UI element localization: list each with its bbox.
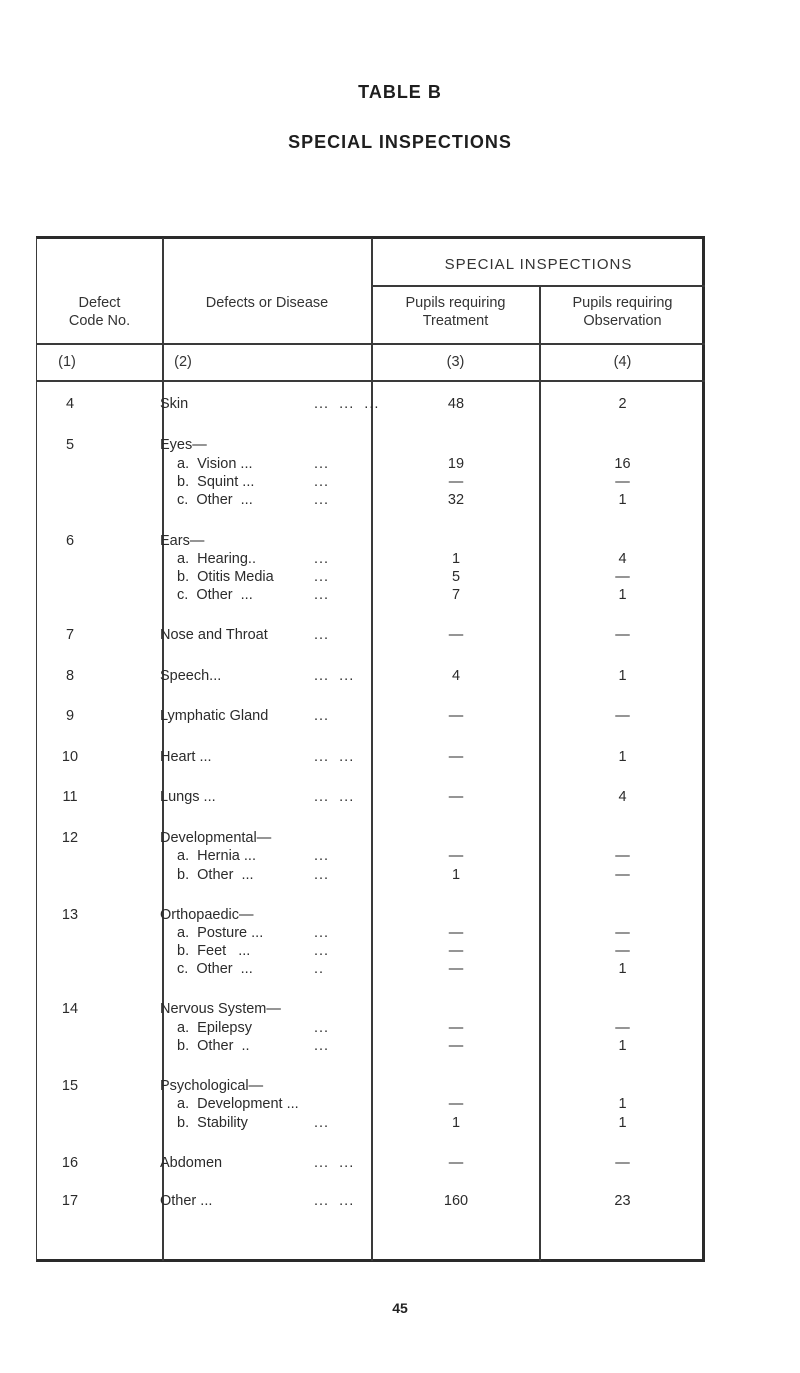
leader-dots: ... bbox=[314, 925, 330, 941]
table-title: TABLE B bbox=[358, 82, 442, 102]
defect-label: Nervous System— bbox=[160, 1001, 281, 1017]
observation-count: — bbox=[615, 569, 630, 585]
defect-code: 8 bbox=[65, 668, 75, 684]
observation-count: 1 bbox=[618, 587, 627, 603]
leader-dots: ... ... bbox=[314, 1193, 355, 1209]
observation-count: — bbox=[615, 867, 630, 883]
defect-code: 7 bbox=[65, 627, 75, 643]
col-num-2: (2) bbox=[174, 354, 192, 370]
observation-count: 2 bbox=[618, 396, 627, 412]
leader-dots: ... bbox=[314, 848, 330, 864]
leader-dots: .. bbox=[314, 961, 325, 977]
defect-label: Eyes— bbox=[160, 437, 207, 453]
defect-code: 11 bbox=[62, 789, 78, 805]
treatment-count: 1 bbox=[451, 1115, 461, 1131]
leader-dots: ... ... bbox=[314, 1155, 355, 1171]
page-number: 45 bbox=[392, 1300, 408, 1316]
sub-defect-label: b. Other .. bbox=[177, 1038, 250, 1054]
header-observation: Pupils requiring Observation bbox=[572, 295, 673, 329]
defect-code: 16 bbox=[61, 1155, 79, 1171]
leader-dots: ... bbox=[314, 569, 330, 585]
defect-label: Nose and Throat bbox=[160, 627, 268, 643]
treatment-count: 1 bbox=[451, 551, 461, 567]
sub-defect-label: a. Posture ... bbox=[177, 925, 264, 941]
defect-label: Abdomen bbox=[160, 1155, 223, 1171]
defect-label: Orthopaedic— bbox=[160, 907, 254, 923]
treatment-count: — bbox=[448, 1096, 464, 1112]
treatment-count: — bbox=[448, 961, 464, 977]
observation-count: 1 bbox=[618, 668, 627, 684]
observation-count: — bbox=[615, 848, 630, 864]
col-num-4: (4) bbox=[613, 354, 632, 370]
treatment-count: 1 bbox=[451, 867, 461, 883]
treatment-count: 48 bbox=[447, 396, 465, 412]
leader-dots: ... bbox=[314, 943, 330, 959]
leader-dots: ... ... bbox=[314, 749, 355, 765]
defect-label: Other ... bbox=[160, 1193, 213, 1209]
header-treatment: Pupils requiring Treatment bbox=[405, 295, 506, 329]
observation-count: — bbox=[615, 627, 630, 643]
leader-dots: ... ... bbox=[314, 789, 355, 805]
treatment-count: — bbox=[448, 943, 464, 959]
sub-defect-label: c. Other ... bbox=[177, 961, 253, 977]
treatment-count: — bbox=[448, 1020, 464, 1036]
defect-label: Lymphatic Gland bbox=[160, 708, 269, 724]
treatment-count: — bbox=[448, 627, 464, 643]
leader-dots: ... bbox=[314, 492, 330, 508]
defect-label: Lungs ... bbox=[160, 789, 216, 805]
sub-defect-label: c. Other ... bbox=[177, 492, 253, 508]
defect-code: 9 bbox=[65, 708, 75, 724]
sub-defect-label: b. Feet ... bbox=[177, 943, 251, 959]
defect-label: Speech... bbox=[160, 668, 222, 684]
sub-defect-label: a. Development ... bbox=[177, 1096, 299, 1112]
defect-label: Heart ... bbox=[160, 749, 212, 765]
treatment-count: — bbox=[448, 708, 464, 724]
header-defect-code: Defect Code No. bbox=[68, 295, 131, 329]
col-num-3: (3) bbox=[446, 354, 465, 370]
leader-dots: ... bbox=[314, 474, 330, 490]
defect-code: 15 bbox=[61, 1078, 79, 1094]
sub-defect-label: b. Otitis Media bbox=[177, 569, 274, 585]
col-num-1: (1) bbox=[58, 354, 76, 370]
header-rule bbox=[36, 343, 705, 345]
defect-code: 17 bbox=[61, 1193, 79, 1209]
defect-code: 13 bbox=[61, 907, 79, 923]
leader-dots: ... bbox=[314, 867, 330, 883]
observation-count: 1 bbox=[618, 1115, 627, 1131]
observation-count: 1 bbox=[618, 1038, 627, 1054]
observation-count: — bbox=[615, 708, 630, 724]
observation-count: — bbox=[615, 474, 630, 490]
treatment-count: 5 bbox=[451, 569, 461, 585]
observation-count: 1 bbox=[618, 492, 627, 508]
leader-dots: ... bbox=[314, 1115, 330, 1131]
treatment-count: — bbox=[448, 1038, 464, 1054]
treatment-count: — bbox=[448, 789, 464, 805]
treatment-count: 160 bbox=[443, 1193, 469, 1209]
observation-count: 1 bbox=[618, 961, 627, 977]
leader-dots: ... bbox=[314, 456, 330, 472]
observation-count: 4 bbox=[618, 789, 627, 805]
sub-defect-label: a. Hearing.. bbox=[177, 551, 256, 567]
table-subtitle: SPECIAL INSPECTIONS bbox=[288, 132, 512, 152]
defect-code: 4 bbox=[65, 396, 75, 412]
observation-count: — bbox=[615, 925, 630, 941]
defect-code: 14 bbox=[61, 1001, 79, 1017]
defect-label: Skin bbox=[160, 396, 189, 412]
sub-defect-label: c. Other ... bbox=[177, 587, 253, 603]
treatment-count: 4 bbox=[451, 668, 461, 684]
defect-label: Psychological— bbox=[160, 1078, 264, 1094]
defect-code: 10 bbox=[61, 749, 79, 765]
defect-label: Ears— bbox=[160, 533, 205, 549]
treatment-count: 7 bbox=[451, 587, 461, 603]
sub-defect-label: a. Vision ... bbox=[177, 456, 253, 472]
treatment-count: — bbox=[448, 474, 464, 490]
leader-dots: ... bbox=[314, 551, 330, 567]
leader-dots: ... bbox=[314, 627, 330, 643]
observation-count: 1 bbox=[618, 1096, 627, 1112]
observation-count: 1 bbox=[618, 749, 627, 765]
defect-label: Developmental— bbox=[160, 830, 272, 846]
leader-dots: ... bbox=[314, 587, 330, 603]
leader-dots: ... bbox=[314, 1020, 330, 1036]
observation-count: — bbox=[615, 1155, 630, 1171]
number-row-rule bbox=[36, 380, 705, 382]
treatment-count: — bbox=[448, 848, 464, 864]
sub-defect-label: b. Stability bbox=[177, 1115, 248, 1131]
sub-defect-label: a. Hernia ... bbox=[177, 848, 256, 864]
leader-dots: ... ... ... bbox=[314, 396, 380, 412]
observation-count: 23 bbox=[614, 1193, 631, 1209]
group-header-rule bbox=[371, 285, 705, 287]
group-header: SPECIAL INSPECTIONS bbox=[444, 256, 633, 273]
leader-dots: ... bbox=[314, 708, 330, 724]
treatment-count: — bbox=[448, 925, 464, 941]
leader-dots: ... bbox=[314, 1038, 330, 1054]
treatment-count: 19 bbox=[447, 456, 465, 472]
defect-code: 6 bbox=[65, 533, 75, 549]
defect-code: 12 bbox=[61, 830, 79, 846]
leader-dots: ... ... bbox=[314, 668, 355, 684]
observation-count: 4 bbox=[618, 551, 627, 567]
observation-count: — bbox=[615, 1020, 630, 1036]
treatment-count: 32 bbox=[447, 492, 465, 508]
sub-defect-label: a. Epilepsy bbox=[177, 1020, 252, 1036]
defect-code: 5 bbox=[65, 437, 75, 453]
treatment-count: — bbox=[448, 749, 464, 765]
observation-count: 16 bbox=[614, 456, 631, 472]
sub-defect-label: b. Squint ... bbox=[177, 474, 255, 490]
treatment-count: — bbox=[448, 1155, 464, 1171]
sub-defect-label: b. Other ... bbox=[177, 867, 254, 883]
header-defects: Defects or Disease bbox=[205, 295, 329, 311]
observation-count: — bbox=[615, 943, 630, 959]
